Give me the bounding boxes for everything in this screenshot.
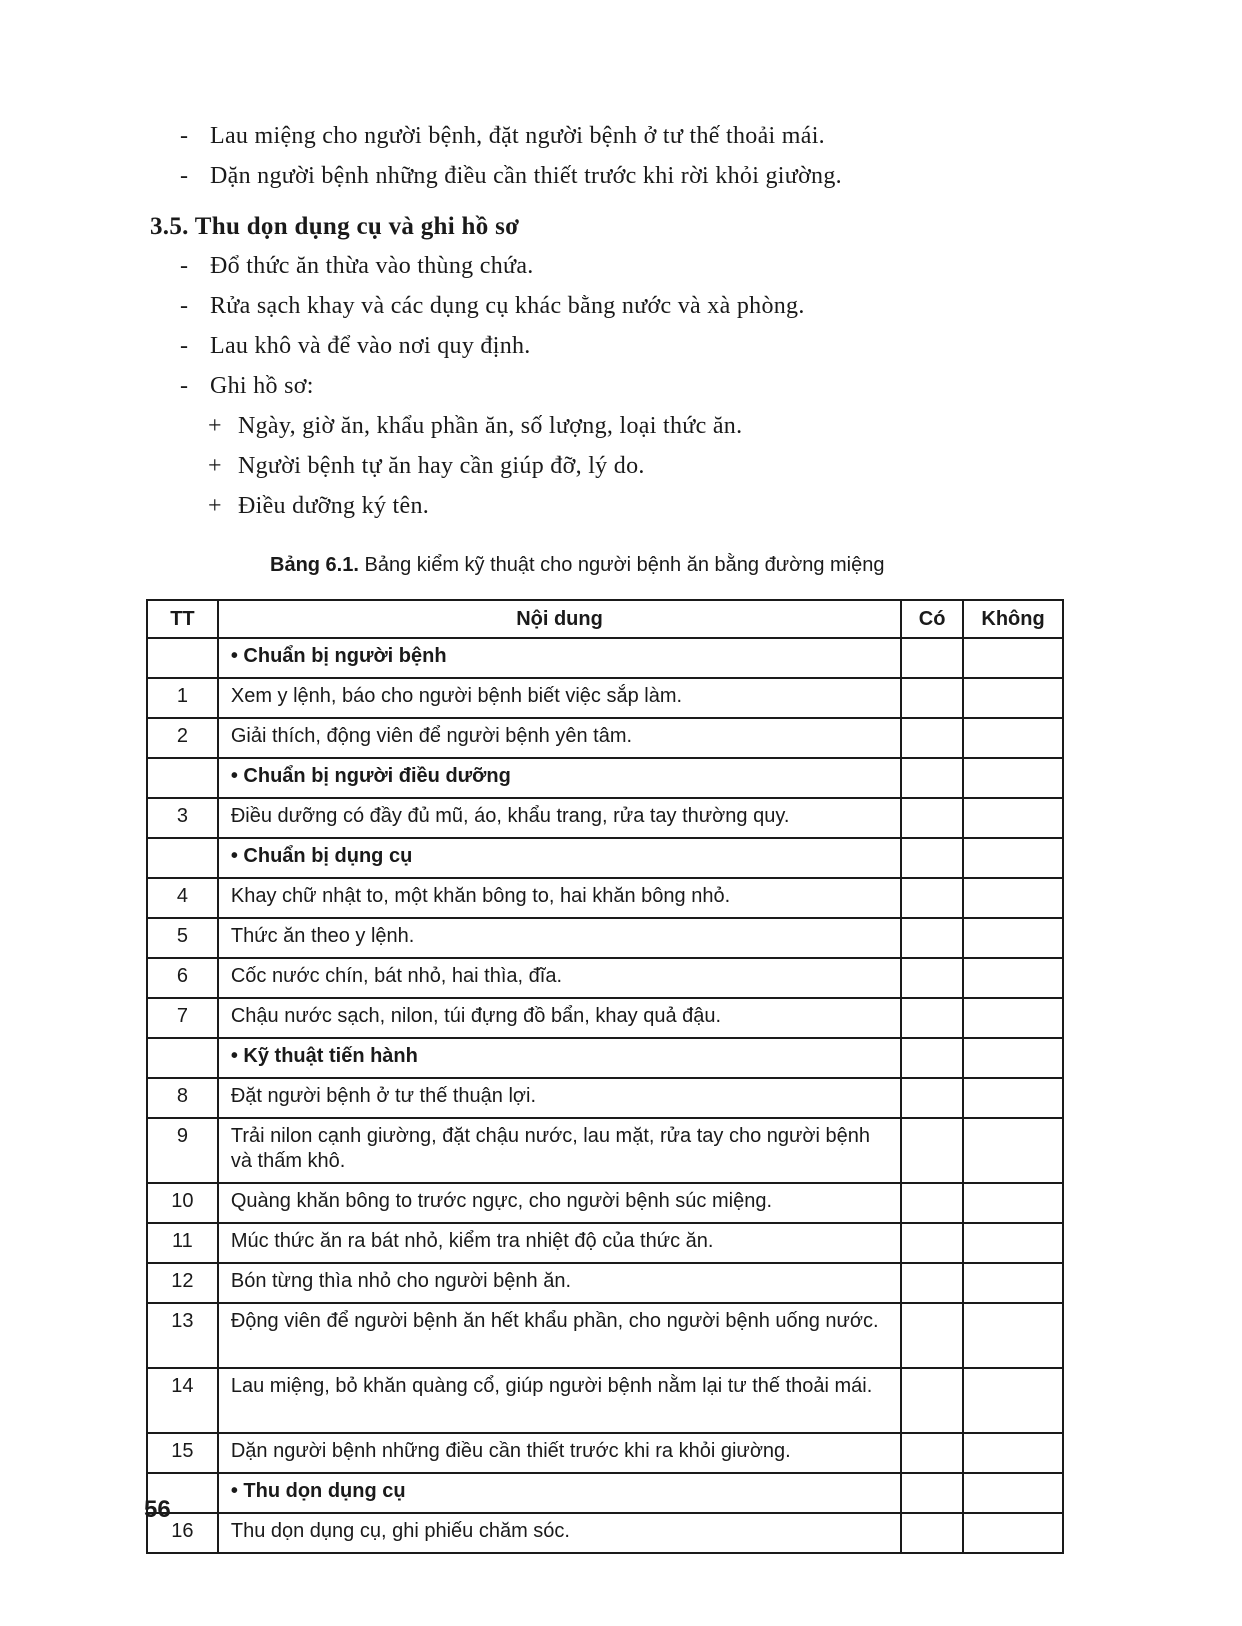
step-content: Điều dưỡng có đầy đủ mũ, áo, khẩu trang, rửa tay thường quy.: [218, 798, 901, 838]
step-content: Múc thức ăn ra bát nhỏ, kiểm tra nhiệt độ của thức ăn.: [218, 1223, 901, 1263]
row-number: 13: [147, 1303, 218, 1368]
row-number: [147, 758, 218, 798]
step-content: Trải nilon cạnh giường, đặt chậu nước, lau mặt, rửa tay cho người bệnh và thấm khô.: [218, 1118, 901, 1183]
no-checkbox-cell: [963, 1433, 1063, 1473]
row-number: 4: [147, 878, 218, 918]
list-marker: -: [180, 253, 189, 279]
row-number: 14: [147, 1368, 218, 1433]
table-row: [147, 1223, 1063, 1263]
yes-checkbox-cell: [901, 758, 963, 798]
row-number: [147, 1038, 218, 1078]
table-row: [147, 1078, 1063, 1118]
table-row: [147, 1183, 1063, 1223]
yes-checkbox-cell: [901, 1433, 963, 1473]
header-tt: TT: [147, 600, 218, 638]
row-number: 3: [147, 798, 218, 838]
step-content: Giải thích, động viên để người bệnh yên tâm.: [218, 718, 901, 758]
yes-checkbox-cell: [901, 638, 963, 678]
table-row: [147, 1118, 1063, 1183]
no-checkbox-cell: [963, 1183, 1063, 1223]
row-number: 10: [147, 1183, 218, 1223]
no-checkbox-cell: [963, 1078, 1063, 1118]
step-content: Cốc nước chín, bát nhỏ, hai thìa, đĩa.: [218, 958, 901, 998]
no-checkbox-cell: [963, 1513, 1063, 1553]
list-marker: -: [180, 333, 189, 359]
section-label: • Thu dọn dụng cụ: [218, 1473, 901, 1513]
row-number: 5: [147, 918, 218, 958]
step-content: Lau miệng, bỏ khăn quàng cổ, giúp người bệnh nằm lại tư thế thoải mái.: [218, 1368, 901, 1433]
no-checkbox-cell: [963, 998, 1063, 1038]
step-content: Thức ăn theo y lệnh.: [218, 918, 901, 958]
yes-checkbox-cell: [901, 1303, 963, 1368]
list-marker: -: [180, 293, 189, 319]
section-label: • Chuẩn bị dụng cụ: [218, 838, 901, 878]
list-marker: +: [208, 413, 222, 439]
table-section-row: [147, 638, 1063, 678]
step-content: Bón từng thìa nhỏ cho người bệnh ăn.: [218, 1263, 901, 1303]
list-item-text: Ngày, giờ ăn, khẩu phần ăn, số lượng, loại thức ăn.: [238, 413, 743, 439]
no-checkbox-cell: [963, 1263, 1063, 1303]
yes-checkbox-cell: [901, 798, 963, 838]
row-number: 2: [147, 718, 218, 758]
row-number: 1: [147, 678, 218, 718]
yes-checkbox-cell: [901, 1183, 963, 1223]
header-yes: Có: [901, 600, 963, 638]
yes-checkbox-cell: [901, 998, 963, 1038]
no-checkbox-cell: [963, 718, 1063, 758]
no-checkbox-cell: [963, 958, 1063, 998]
no-checkbox-cell: [963, 878, 1063, 918]
header-no: Không: [963, 600, 1063, 638]
step-content: Chậu nước sạch, nilon, túi đựng đồ bẩn, khay quả đậu.: [218, 998, 901, 1038]
yes-checkbox-cell: [901, 1223, 963, 1263]
step-content: Dặn người bệnh những điều cần thiết trước khi ra khỏi giường.: [218, 1433, 901, 1473]
list-item-text: Lau khô và để vào nơi quy định.: [210, 333, 531, 359]
row-number: 7: [147, 998, 218, 1038]
no-checkbox-cell: [963, 1368, 1063, 1433]
page-number: 56: [144, 1496, 171, 1523]
table-section-row: [147, 758, 1063, 798]
table-row: [147, 1303, 1063, 1368]
table-row: [147, 798, 1063, 838]
row-number: 9: [147, 1118, 218, 1183]
table-section-row: [147, 838, 1063, 878]
no-checkbox-cell: [963, 798, 1063, 838]
list-marker: +: [208, 453, 222, 479]
yes-checkbox-cell: [901, 878, 963, 918]
table-caption: [270, 552, 884, 578]
list-item-text: Dặn người bệnh những điều cần thiết trước khi rời khỏi giường.: [210, 163, 842, 189]
table-row: [147, 1368, 1063, 1433]
yes-checkbox-cell: [901, 918, 963, 958]
step-content: Khay chữ nhật to, một khăn bông to, hai khăn bông nhỏ.: [218, 878, 901, 918]
table-row: [147, 678, 1063, 718]
yes-checkbox-cell: [901, 1513, 963, 1553]
no-checkbox-cell: [963, 1038, 1063, 1078]
list-item-text: Ghi hồ sơ:: [210, 373, 314, 399]
yes-checkbox-cell: [901, 678, 963, 718]
list-item-text: Đổ thức ăn thừa vào thùng chứa.: [210, 253, 534, 279]
table-row: [147, 1513, 1063, 1553]
list-marker: +: [208, 493, 222, 519]
row-number: 15: [147, 1433, 218, 1473]
table-caption-text: Bảng kiểm kỹ thuật cho người bệnh ăn bằng đường miệng: [364, 554, 885, 576]
table-row: [147, 1263, 1063, 1303]
no-checkbox-cell: [963, 1223, 1063, 1263]
no-checkbox-cell: [963, 918, 1063, 958]
no-checkbox-cell: [963, 1473, 1063, 1513]
step-content: Đặt người bệnh ở tư thế thuận lợi.: [218, 1078, 901, 1118]
row-number: 16: [147, 1513, 218, 1553]
table-section-row: [147, 1473, 1063, 1513]
table-row: [147, 998, 1063, 1038]
row-number: 6: [147, 958, 218, 998]
list-marker: -: [180, 123, 189, 149]
section-label: • Kỹ thuật tiến hành: [218, 1038, 901, 1078]
yes-checkbox-cell: [901, 1078, 963, 1118]
table-body: [147, 638, 1063, 1553]
row-number: 11: [147, 1223, 218, 1263]
no-checkbox-cell: [963, 838, 1063, 878]
list-item-text: Người bệnh tự ăn hay cần giúp đỡ, lý do.: [238, 453, 645, 479]
yes-checkbox-cell: [901, 1118, 963, 1183]
checklist-table: [146, 599, 1064, 1554]
section-label: • Chuẩn bị người bệnh: [218, 638, 901, 678]
section-label: • Chuẩn bị người điều dưỡng: [218, 758, 901, 798]
list-item-text: Điều dưỡng ký tên.: [238, 493, 430, 519]
no-checkbox-cell: [963, 758, 1063, 798]
table-row: [147, 958, 1063, 998]
row-number: 12: [147, 1263, 218, 1303]
list-item-text: Rửa sạch khay và các dụng cụ khác bằng nước và xà phòng.: [210, 293, 805, 319]
yes-checkbox-cell: [901, 1368, 963, 1433]
table-row: [147, 1433, 1063, 1473]
section-heading: 3.5. Thu dọn dụng cụ và ghi hồ sơ: [150, 213, 520, 240]
table-row: [147, 878, 1063, 918]
list-marker: -: [180, 163, 189, 189]
list-marker: -: [180, 373, 189, 399]
yes-checkbox-cell: [901, 838, 963, 878]
header-content: Nội dung: [218, 600, 901, 638]
yes-checkbox-cell: [901, 958, 963, 998]
no-checkbox-cell: [963, 1118, 1063, 1183]
step-content: Xem y lệnh, báo cho người bệnh biết việc sắp làm.: [218, 678, 901, 718]
yes-checkbox-cell: [901, 1038, 963, 1078]
yes-checkbox-cell: [901, 718, 963, 758]
yes-checkbox-cell: [901, 1473, 963, 1513]
no-checkbox-cell: [963, 1303, 1063, 1368]
no-checkbox-cell: [963, 678, 1063, 718]
table-section-row: [147, 1038, 1063, 1078]
step-content: Động viên để người bệnh ăn hết khẩu phần, cho người bệnh uống nước.: [218, 1303, 901, 1368]
table-caption-label: Bảng 6.1.: [270, 554, 359, 576]
table-row: [147, 718, 1063, 758]
row-number: 8: [147, 1078, 218, 1118]
table-header-row: [147, 600, 1063, 638]
list-item-text: Lau miệng cho người bệnh, đặt người bệnh ở tư thế thoải mái.: [210, 123, 825, 149]
row-number: [147, 638, 218, 678]
step-content: Thu dọn dụng cụ, ghi phiếu chăm sóc.: [218, 1513, 901, 1553]
step-content: Quàng khăn bông to trước ngực, cho người bệnh súc miệng.: [218, 1183, 901, 1223]
no-checkbox-cell: [963, 638, 1063, 678]
yes-checkbox-cell: [901, 1263, 963, 1303]
row-number: [147, 838, 218, 878]
table-row: [147, 918, 1063, 958]
